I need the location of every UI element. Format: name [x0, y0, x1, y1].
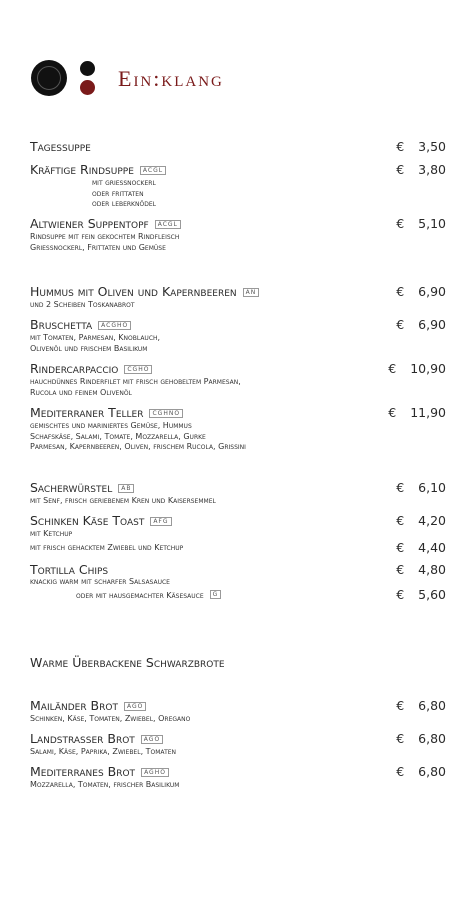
section-title: Warme Überbackene Schwarzbrote: [30, 655, 225, 670]
item-name-text: Rindercarpaccio: [30, 361, 119, 376]
item-name-text: Landstrasser Brot: [30, 731, 135, 746]
item-name-text: Sacherwürstel: [30, 480, 113, 495]
menu-item: [30, 731, 446, 758]
item-description: [30, 747, 446, 758]
item-name: [30, 513, 446, 529]
item-name: [30, 361, 446, 377]
item-description-text: mit frisch gehacktem Zwiebel und Ketchup: [30, 543, 184, 552]
currency-symbol: €: [396, 216, 405, 231]
allergen-codes: ACGL: [155, 220, 181, 229]
menu-item: [30, 540, 446, 555]
item-description: [30, 232, 446, 243]
item-name: [30, 317, 446, 333]
currency-symbol: €: [396, 562, 405, 577]
menu-item: [30, 698, 446, 725]
menu-item: [30, 562, 446, 588]
allergen-codes: ACGL: [140, 166, 166, 175]
price-value: 6,80: [418, 764, 446, 779]
allergen-codes: AGHO: [141, 768, 169, 777]
item-name-text: Kräftige Rindsuppe: [30, 162, 134, 177]
currency-symbol: €: [388, 405, 397, 420]
menu-item: [30, 162, 446, 210]
item-price: [396, 698, 446, 713]
item-name: [30, 162, 446, 178]
price-value: 6,80: [418, 698, 446, 713]
item-description: [30, 333, 446, 344]
price-value: 6,90: [418, 317, 446, 332]
item-description: [30, 189, 446, 200]
menu-item: [30, 480, 446, 507]
item-price: [396, 562, 446, 577]
item-description: [30, 377, 446, 388]
allergen-codes: AGO: [141, 735, 163, 744]
allergen-codes: ACGHO: [98, 321, 131, 330]
item-price: [396, 540, 446, 555]
logo-dot-icon: [80, 80, 95, 95]
price-value: 6,10: [418, 480, 446, 495]
price-value: 10,90: [410, 361, 446, 376]
item-description: [30, 243, 446, 254]
item-name: [30, 698, 446, 714]
allergen-codes: G: [210, 590, 222, 599]
item-description-text: hauchdünnes Rinderfilet mit frisch gehobeltem Parmesan,: [30, 377, 241, 386]
item-description-text: mit Tomaten, Parmesan, Knoblauch,: [30, 333, 161, 342]
item-name-text: Mediterranes Brot: [30, 764, 136, 779]
item-description-text: mit griessnockerl: [92, 178, 156, 187]
logo-dot-icon: [80, 61, 95, 76]
item-description: [30, 388, 446, 399]
item-description: [30, 432, 446, 443]
menu-item: [30, 317, 446, 354]
allergen-codes: CGHNO: [149, 409, 183, 418]
item-description-text: oder mit hausgemachter Käsesauce: [76, 591, 204, 600]
item-name: [30, 405, 446, 421]
currency-symbol: €: [396, 698, 405, 713]
item-description-text: Olivenöl und frischem Basilikum: [30, 343, 148, 353]
item-description: [30, 780, 446, 791]
allergen-codes: AN: [243, 288, 260, 297]
item-price: [396, 513, 446, 528]
price-value: 11,90: [410, 405, 446, 420]
menu-item: [30, 216, 446, 253]
currency-symbol: €: [396, 139, 405, 154]
item-price: [388, 405, 446, 420]
price-value: 5,10: [418, 216, 446, 231]
currency-symbol: €: [396, 480, 405, 495]
item-description-text: Griessnockerl, Frittaten und Gemüse: [30, 242, 166, 252]
item-price: [396, 216, 446, 231]
currency-symbol: €: [396, 731, 405, 746]
item-price: [396, 764, 446, 779]
price-value: 4,20: [418, 513, 446, 528]
item-description-text: oder frittaten: [92, 188, 144, 198]
item-price: [396, 317, 446, 332]
item-description: [30, 199, 446, 210]
item-price: [396, 480, 446, 495]
price-value: 6,90: [418, 284, 446, 299]
price-value: 6,80: [418, 731, 446, 746]
item-name: [30, 480, 446, 496]
item-name: [30, 731, 446, 747]
item-name-text: Tagessuppe: [30, 139, 91, 154]
item-description-text: Schinken, Käse, Tomaten, Zwiebel, Oregano: [30, 714, 191, 723]
item-description-text: oder leberknödel: [92, 199, 156, 208]
price-value: 5,60: [418, 587, 446, 602]
item-name-text: Tortilla Chips: [30, 562, 109, 577]
item-price: [396, 162, 446, 177]
item-description: [30, 344, 446, 355]
item-price: [396, 139, 446, 154]
item-price: [388, 361, 446, 376]
currency-symbol: €: [396, 162, 405, 177]
currency-symbol: €: [396, 587, 405, 602]
item-price: [396, 731, 446, 746]
allergen-codes: AB: [118, 484, 134, 493]
currency-symbol: €: [396, 540, 405, 555]
currency-symbol: €: [396, 317, 405, 332]
allergen-codes: CGHO: [124, 365, 152, 374]
currency-symbol: €: [388, 361, 397, 376]
currency-symbol: €: [396, 764, 405, 779]
price-value: 3,50: [418, 139, 446, 154]
item-description: [30, 577, 446, 588]
item-description: [30, 421, 446, 432]
item-description: [30, 714, 446, 725]
menu-item: [30, 764, 446, 791]
item-name: [30, 216, 446, 232]
price-value: 4,40: [418, 540, 446, 555]
item-description-text: gemischtes und mariniertes Gemüse, Hummus: [30, 421, 192, 430]
item-name: [30, 562, 446, 577]
menu-item: [30, 139, 446, 154]
item-description: [30, 442, 446, 453]
menu-item: [30, 405, 446, 453]
item-description: [30, 529, 446, 540]
item-name: [30, 764, 446, 780]
item-description-text: mit Ketchup: [30, 529, 73, 538]
currency-symbol: €: [396, 513, 405, 528]
item-name: [30, 284, 446, 300]
item-description: [30, 178, 446, 189]
logo: [30, 60, 270, 100]
item-description-text: knackig warm mit scharfer Salsasauce: [30, 577, 170, 586]
menu-item: [30, 284, 446, 311]
price-value: 4,80: [418, 562, 446, 577]
menu-item: [30, 361, 446, 398]
item-description-text: Salami, Käse, Paprika, Zwiebel, Tomaten: [30, 747, 177, 756]
logo-circle-icon: [31, 60, 67, 96]
currency-symbol: €: [396, 284, 405, 299]
item-name-text: Schinken Käse Toast: [30, 513, 145, 528]
item-name-text: Mailänder Brot: [30, 698, 118, 713]
item-description-text: Mozzarella, Tomaten, frischer Basilikum: [30, 780, 180, 789]
item-description-text: Schafskäse, Salami, Tomate, Mozzarella, Gurke: [30, 431, 206, 441]
item-price: [396, 284, 446, 299]
item-name-text: Hummus mit Oliven und Kapernbeeren: [30, 284, 237, 299]
item-description: [30, 496, 446, 507]
allergen-codes: AGO: [124, 702, 146, 711]
price-value: 3,80: [418, 162, 446, 177]
item-description-text: Rucola und feinem Olivenöl: [30, 387, 132, 397]
item-name-text: Mediterraner Teller: [30, 405, 144, 420]
allergen-codes: AFG: [150, 517, 171, 526]
item-description-text: Parmesan, Kapernbeeren, Oliven, frischem Rucola, Grissini: [30, 442, 246, 451]
menu-item: [30, 513, 446, 540]
item-description-text: mit Senf, frisch geriebenem Kren und Kaisersemmel: [30, 496, 216, 505]
item-description-text: und 2 Scheiben Toskanabrot: [30, 300, 135, 309]
item-description-text: Rindsuppe mit fein gekochtem Rindfleisch: [30, 232, 180, 241]
menu-item: [30, 587, 446, 603]
item-price: [396, 587, 446, 602]
item-name: [30, 139, 446, 154]
item-name-text: Altwiener Suppentopf: [30, 216, 149, 231]
item-name-text: Bruschetta: [30, 317, 93, 332]
brand-title: Ein:klang: [118, 66, 224, 91]
item-description: [30, 540, 446, 555]
item-description: [30, 300, 446, 311]
item-description: [30, 587, 446, 603]
